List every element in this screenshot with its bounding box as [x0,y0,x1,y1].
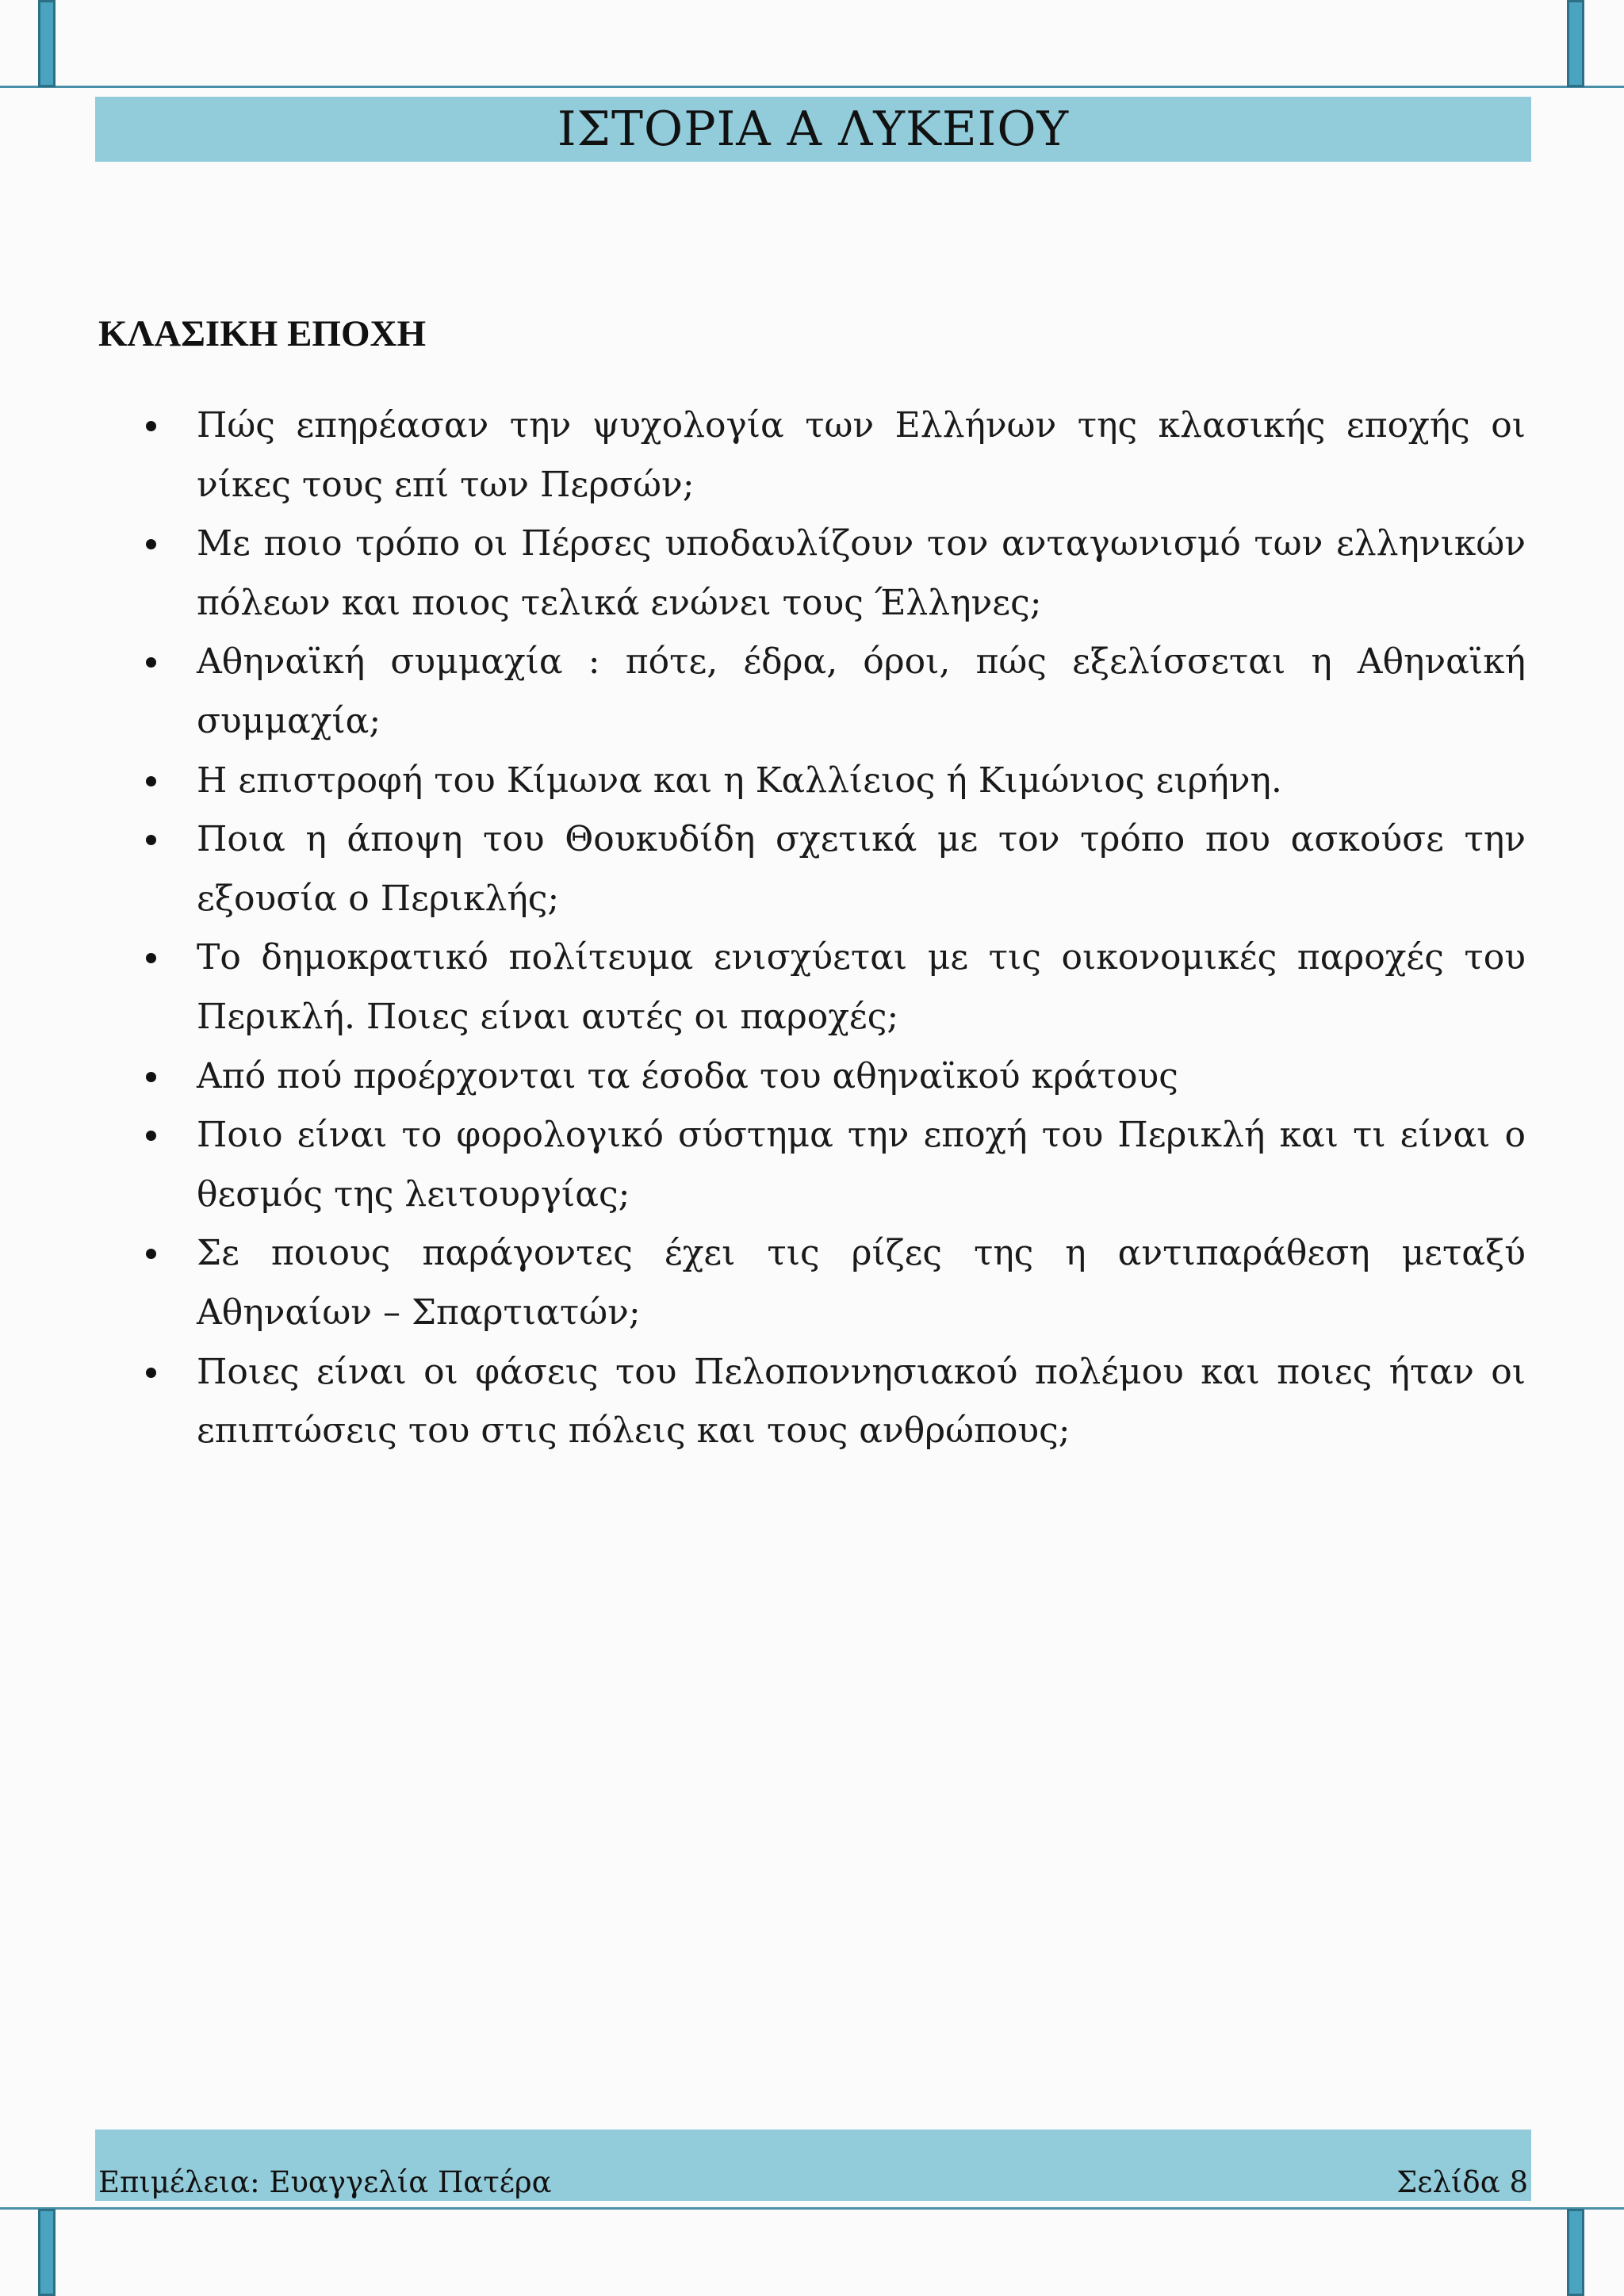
question-item [98,810,1526,928]
question-text: Ποιες είναι οι φάσεις του Πελοποννησιακού πολέμου και ποιες ήταν οι επιπτώσεις του στις πόλεις και τους ανθρώπους; [197,1351,1526,1452]
footer-editor: Επιμέλεια: Ευαγγελία Πατέρα [98,2165,552,2199]
bullet-icon [146,421,156,431]
question-text: Από πού προέρχονται τα έσοδα του αθηναϊκού κράτους [197,1055,1178,1096]
section-heading: ΚΛΑΣΙΚΗ ΕΠΟΧΗ [98,313,427,354]
question-text: Ποιο είναι το φορολογικό σύστημα την εποχή του Περικλή και τι είναι ο θεσμός της λειτουργίας; [197,1115,1526,1215]
bullet-icon [146,953,156,963]
question-list [98,396,1526,1461]
corner-bar-bottom-right [1567,2209,1584,2296]
page-number: Σελίδα 8 [1396,2165,1528,2199]
question-item [98,515,1526,633]
corner-bar-bottom-left [38,2209,56,2296]
question-text: Ποια η άποψη του Θουκυδίδη σχετικά με τον τρόπο που ασκούσε την εξουσία ο Περικλής; [197,819,1526,919]
question-item [98,752,1526,811]
question-text: Αθηναϊκή συμμαχία : πότε, έδρα, όροι, πώς εξελίσσεται η Αθηναϊκή συμμαχία; [197,641,1526,741]
question-item [98,633,1526,751]
question-text: Το δημοκρατικό πολίτευμα ενισχύεται με τις οικονομικές παροχές του Περικλή. Ποιες είναι αυτές οι παροχές; [197,937,1526,1037]
question-item [98,1047,1526,1107]
top-border-line [0,86,1624,88]
question-item [98,1224,1526,1342]
question-item [98,396,1526,515]
question-text: Πώς επηρέασαν την ψυχολογία των Ελλήνων της κλασικής εποχής οι νίκες τους επί των Περσών; [197,405,1526,505]
bullet-icon [146,776,156,786]
page-header [95,97,1531,162]
bullet-icon [146,657,156,668]
bullet-icon [146,1249,156,1259]
question-text: Με ποιο τρόπο οι Πέρσες υποδαυλίζουν τον ανταγωνισμό των ελληνικών πόλεων και ποιος τελικά ενώνει τους Έλληνες; [197,523,1526,623]
bullet-icon [146,1131,156,1141]
question-text: Η επιστροφή του Κίμωνα και η Καλλίειος ή Κιμώνιος ειρήνη. [197,760,1282,801]
page-title: ΙΣΤΟΡΙΑ Α ΛΥΚΕΙΟΥ [557,101,1070,157]
page-footer [95,2130,1531,2201]
question-text: Σε ποιους παράγοντες έχει τις ρίζες της η αντιπαράθεση μεταξύ Αθηναίων – Σπαρτιατών; [197,1233,1526,1333]
question-item [98,1106,1526,1224]
corner-bar-top-right [1567,0,1584,87]
bullet-icon [146,539,156,549]
bullet-icon [146,1072,156,1082]
bullet-icon [146,835,156,845]
bullet-icon [146,1368,156,1378]
question-item [98,1343,1526,1461]
corner-bar-top-left [38,0,56,87]
question-item [98,928,1526,1047]
bottom-border-line [0,2207,1624,2210]
